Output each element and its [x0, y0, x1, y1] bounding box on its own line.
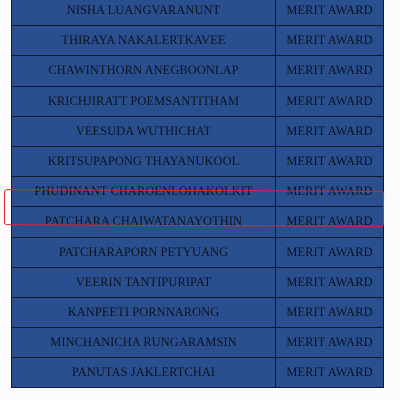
table-row [12, 56, 384, 86]
student-name-cell: PATCHARAPORN PETYUANG [12, 237, 276, 267]
table-row [12, 328, 384, 358]
award-cell: MERIT AWARD [276, 207, 384, 237]
award-cell: MERIT AWARD [276, 116, 384, 146]
award-cell: MERIT AWARD [276, 267, 384, 297]
awards-table-body [12, 0, 384, 388]
award-cell: MERIT AWARD [276, 177, 384, 207]
student-name-cell: THIRAYA NAKALERTKAVEE [12, 26, 276, 56]
table-row [12, 358, 384, 388]
award-cell: MERIT AWARD [276, 358, 384, 388]
award-cell: MERIT AWARD [276, 86, 384, 116]
student-name-cell: PHUDINANT CHAROENLOHAKOLKIT [12, 177, 276, 207]
table-row [12, 0, 384, 26]
table-row [12, 267, 384, 297]
table-row [12, 146, 384, 176]
student-name-cell: KANPEETI PORNNARONG [12, 297, 276, 327]
table-row [12, 207, 384, 237]
table-row [12, 26, 384, 56]
table-row [12, 297, 384, 327]
award-cell: MERIT AWARD [276, 328, 384, 358]
student-name-cell: MINCHANICHA RUNGARAMSIN [12, 328, 276, 358]
award-cell: MERIT AWARD [276, 26, 384, 56]
table-row [12, 237, 384, 267]
award-cell: MERIT AWARD [276, 56, 384, 86]
student-name-cell: KRITSUPAPONG THAYANUKOOL [12, 146, 276, 176]
award-cell: MERIT AWARD [276, 146, 384, 176]
award-cell: MERIT AWARD [276, 0, 384, 26]
student-name-cell: NISHA LUANGVARANUNT [12, 0, 276, 26]
awards-table [11, 0, 384, 388]
table-row [12, 177, 384, 207]
student-name-cell: VEERIN TANTIPURIPAT [12, 267, 276, 297]
student-name-cell: PANUTAS JAKLERTCHAI [12, 358, 276, 388]
table-row [12, 116, 384, 146]
award-cell: MERIT AWARD [276, 297, 384, 327]
award-cell: MERIT AWARD [276, 237, 384, 267]
student-name-cell: KRICHJIRATT POEMSANTITHAM [12, 86, 276, 116]
student-name-cell: CHAWINTHORN ANEGBOONLAP [12, 56, 276, 86]
table-row [12, 86, 384, 116]
student-name-cell: VEESUDA WUTHICHAT [12, 116, 276, 146]
student-name-cell: PATCHARA CHAIWATANAYOTHIN [12, 207, 276, 237]
